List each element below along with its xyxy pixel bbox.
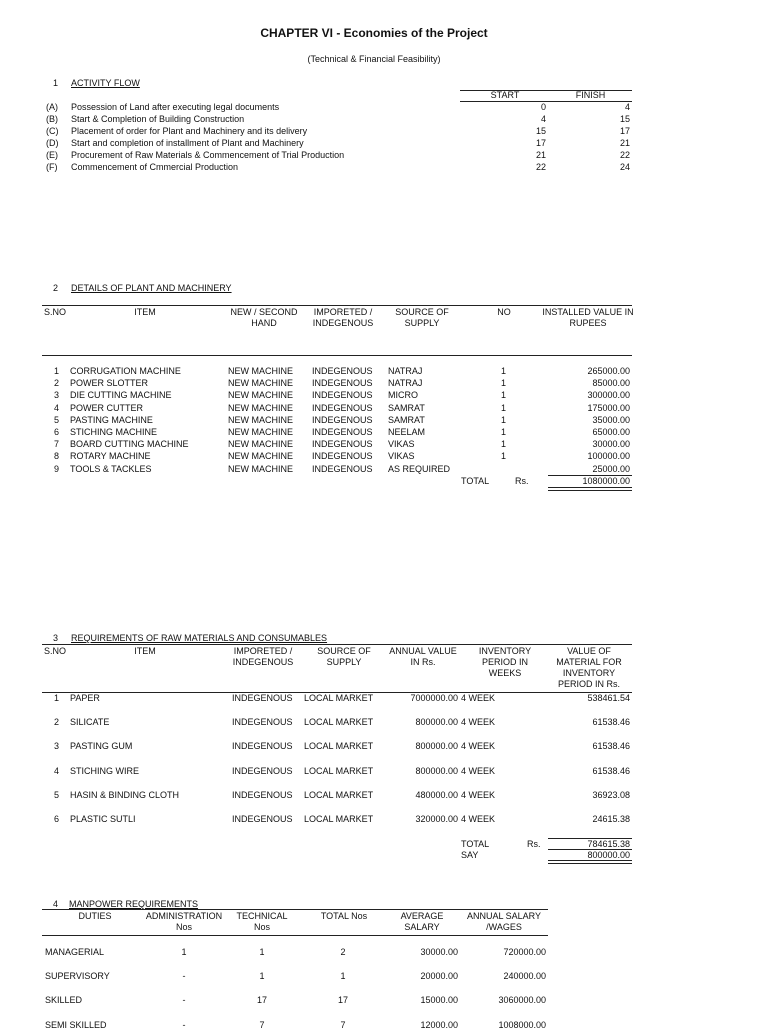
manpower-cell-annual: 3060000.00 xyxy=(498,995,546,1006)
raw-cell-inv: 4 WEEK xyxy=(461,741,496,752)
plant-cell-val: 300000.00 xyxy=(587,390,630,401)
plant-header-installed-value: INSTALLED VALUE IN RUPEES xyxy=(542,307,634,328)
activity-cell-finish: 21 xyxy=(619,138,630,148)
plant-total-double-rule xyxy=(548,487,632,491)
activity-cell-start: 4 xyxy=(540,114,546,124)
plant-header-imported: IMPORETED / INDEGENOUS xyxy=(312,307,374,328)
plant-cell-item: BOARD CUTTING MACHINE xyxy=(70,439,189,450)
page-subtitle: (Technical & Financial Feasibility) xyxy=(307,54,441,64)
manpower-cell-annual: 240000.00 xyxy=(503,971,546,982)
raw-cell-inv: 4 WEEK xyxy=(461,693,496,703)
raw-cell-annual: 7000000.00 xyxy=(410,693,458,703)
activity-section-heading: ACTIVITY FLOW xyxy=(71,78,140,88)
plant-cell-sno: 2 xyxy=(53,378,59,389)
plant-section-heading: DETAILS OF PLANT AND MACHINERY xyxy=(71,283,232,293)
raw-cell-imp: INDEGENOUS xyxy=(232,789,293,800)
raw-say-value: 800000.00 xyxy=(587,850,630,860)
plant-cell-imp: INDEGENOUS xyxy=(312,427,373,437)
raw-row xyxy=(0,790,768,802)
plant-cell-item: POWER SLOTTER xyxy=(70,378,149,389)
activity-cell-finish: 24 xyxy=(619,162,630,172)
manpower-row xyxy=(0,947,768,959)
plant-cell-sno: 7 xyxy=(53,439,59,450)
plant-cell-imp: INDEGENOUS xyxy=(312,439,373,450)
raw-header-source: SOURCE OF SUPPLY xyxy=(317,646,371,667)
plant-cell-sno: 6 xyxy=(53,427,59,437)
activity-cell-desc: Possession of Land after executing legal documents xyxy=(71,102,280,112)
activity-cell-finish: 4 xyxy=(624,102,630,112)
plant-cell-new: NEW MACHINE xyxy=(228,402,293,413)
raw-cell-item: PASTING GUM xyxy=(70,741,133,752)
manpower-cell-duties: MANAGERIAL xyxy=(45,947,105,957)
manpower-cell-duties: SEMI SKILLED xyxy=(45,1019,107,1030)
manpower-header-technical: TECHNICAL Nos xyxy=(236,911,288,932)
activity-cell-desc: Start and completion of installment of Plant and Machinery xyxy=(71,138,304,148)
manpower-cell-admin: - xyxy=(182,995,186,1006)
page-title: CHAPTER VI - Economies of the Project xyxy=(260,26,488,40)
manpower-cell-admin: - xyxy=(182,971,186,982)
raw-cell-sno: 5 xyxy=(53,789,59,800)
plant-cell-imp: INDEGENOUS xyxy=(312,402,373,413)
plant-cell-item: STICHING MACHINE xyxy=(70,427,158,437)
activity-cell-finish: 15 xyxy=(619,114,630,124)
raw-say-double-rule xyxy=(548,860,632,864)
raw-header-inventory: INVENTORY PERIOD IN WEEKS xyxy=(478,646,532,678)
manpower-section-heading: MANPOWER REQUIREMENTS xyxy=(69,899,199,909)
activity-col-finish: FINISH xyxy=(575,90,606,100)
raw-cell-val: 61538.46 xyxy=(592,765,630,776)
plant-row xyxy=(0,390,768,402)
manpower-header-duties: DUTIES xyxy=(78,911,112,921)
raw-total-value: 784615.38 xyxy=(587,839,630,849)
plant-cell-item: TOOLS & TACKLES xyxy=(70,463,152,474)
activity-cell-desc: Procurement of Raw Materials & Commencement of Trial Production xyxy=(71,150,345,160)
raw-cell-src: LOCAL MARKET xyxy=(304,717,374,728)
raw-row xyxy=(0,693,768,705)
plant-cell-no: 1 xyxy=(500,439,506,450)
plant-cell-item: PASTING MACHINE xyxy=(70,414,153,425)
raw-cell-imp: INDEGENOUS xyxy=(232,741,293,752)
plant-cell-sno: 8 xyxy=(53,451,59,462)
plant-cell-val: 35000.00 xyxy=(592,414,630,425)
raw-cell-src: LOCAL MARKET xyxy=(304,741,374,752)
raw-row xyxy=(0,766,768,778)
plant-total-label: TOTAL xyxy=(461,476,490,486)
plant-cell-item: ROTARY MACHINE xyxy=(70,451,151,462)
activity-cell-finish: 22 xyxy=(619,150,630,160)
activity-cell-start: 22 xyxy=(535,162,546,172)
plant-cell-src: NATRAJ xyxy=(388,378,423,389)
plant-cell-sno: 3 xyxy=(53,390,59,401)
raw-cell-imp: INDEGENOUS xyxy=(232,814,293,824)
raw-cell-val: 61538.46 xyxy=(592,741,630,752)
activity-cell-code: (C) xyxy=(46,126,59,136)
plant-cell-imp: INDEGENOUS xyxy=(312,366,373,376)
raw-cell-src: LOCAL MARKET xyxy=(304,789,374,800)
plant-cell-no: 1 xyxy=(500,414,506,425)
plant-cell-val: 65000.00 xyxy=(592,427,630,437)
manpower-cell-avg: 12000.00 xyxy=(420,1019,458,1030)
raw-cell-val: 61538.46 xyxy=(592,717,630,728)
activity-cell-desc: Placement of order for Plant and Machinery and its delivery xyxy=(71,126,308,136)
raw-cell-sno: 1 xyxy=(53,693,59,703)
manpower-header-rule-top xyxy=(42,909,548,910)
manpower-cell-total: 7 xyxy=(340,1019,346,1030)
plant-cell-val: 25000.00 xyxy=(592,463,630,474)
raw-cell-sno: 2 xyxy=(53,717,59,728)
activity-cell-code: (E) xyxy=(46,150,58,160)
plant-header-no: NO xyxy=(497,307,511,317)
plant-cell-new: NEW MACHINE xyxy=(228,414,293,425)
plant-cell-src: VIKAS xyxy=(388,439,415,450)
plant-cell-new: NEW MACHINE xyxy=(228,439,293,450)
activity-cell-code: (B) xyxy=(46,114,58,124)
plant-cell-new: NEW MACHINE xyxy=(228,366,293,376)
raw-cell-inv: 4 WEEK xyxy=(461,765,496,776)
raw-cell-item: STICHING WIRE xyxy=(70,765,139,776)
raw-cell-item: PAPER xyxy=(70,693,100,703)
raw-cell-val: 538461.54 xyxy=(587,693,630,703)
activity-row xyxy=(0,126,768,138)
plant-cell-new: NEW MACHINE xyxy=(228,427,293,437)
raw-cell-val: 24615.38 xyxy=(592,814,630,824)
plant-cell-no: 1 xyxy=(500,427,506,437)
plant-cell-src: AS REQUIRED xyxy=(388,463,451,474)
manpower-cell-avg: 20000.00 xyxy=(420,971,458,982)
plant-cell-imp: INDEGENOUS xyxy=(312,414,373,425)
manpower-cell-total: 1 xyxy=(340,971,346,982)
activity-cell-desc: Commencement of Cmmercial Production xyxy=(71,162,239,172)
raw-cell-inv: 4 WEEK xyxy=(461,717,496,728)
raw-section-heading: REQUIREMENTS OF RAW MATERIALS AND CONSUMABLES xyxy=(71,633,328,643)
raw-row xyxy=(0,814,768,826)
raw-header-value: VALUE OF MATERIAL FOR INVENTORY PERIOD IN Rs. xyxy=(556,646,622,689)
plant-cell-new: NEW MACHINE xyxy=(228,451,293,462)
manpower-cell-duties: SUPERVISORY xyxy=(45,971,110,982)
manpower-section-number: 4 xyxy=(53,899,59,909)
activity-section-number: 1 xyxy=(53,78,59,88)
raw-cell-sno: 6 xyxy=(53,814,59,824)
plant-cell-new: NEW MACHINE xyxy=(228,390,293,401)
activity-cell-code: (F) xyxy=(46,162,58,172)
plant-row xyxy=(0,378,768,390)
plant-cell-val: 85000.00 xyxy=(592,378,630,389)
activity-row xyxy=(0,114,768,126)
raw-header-sno: S.NO xyxy=(44,646,67,656)
manpower-cell-annual: 1008000.00 xyxy=(498,1019,546,1030)
plant-cell-item: POWER CUTTER xyxy=(70,402,143,413)
manpower-header-average: AVERAGE SALARY xyxy=(400,911,444,932)
activity-row xyxy=(0,162,768,174)
raw-total-label: TOTAL xyxy=(461,839,490,849)
activity-cell-code: (A) xyxy=(46,102,58,112)
plant-cell-no: 1 xyxy=(500,451,506,462)
plant-header-sno: S.NO xyxy=(44,307,67,317)
plant-row xyxy=(0,427,768,439)
manpower-row xyxy=(0,971,768,983)
activity-cell-desc: Start & Completion of Building Construction xyxy=(71,114,245,124)
raw-say-label: SAY xyxy=(461,850,479,860)
plant-header-new-second: NEW / SECOND HAND xyxy=(230,307,298,328)
manpower-cell-admin: 1 xyxy=(181,947,187,957)
raw-section-number: 3 xyxy=(53,633,59,643)
activity-cell-start: 15 xyxy=(535,126,546,136)
raw-cell-annual: 320000.00 xyxy=(415,814,458,824)
raw-cell-src: LOCAL MARKET xyxy=(304,814,374,824)
manpower-cell-avg: 15000.00 xyxy=(420,995,458,1006)
raw-row xyxy=(0,717,768,729)
plant-cell-imp: INDEGENOUS xyxy=(312,463,373,474)
plant-cell-no: 1 xyxy=(500,402,506,413)
plant-cell-val: 265000.00 xyxy=(587,366,630,376)
plant-row xyxy=(0,439,768,451)
plant-cell-item: CORRUGATION MACHINE xyxy=(70,366,181,376)
manpower-cell-tech: 1 xyxy=(259,947,265,957)
raw-cell-imp: INDEGENOUS xyxy=(232,693,293,703)
manpower-header-annual: ANNUAL SALARY /WAGES xyxy=(466,911,542,932)
manpower-cell-avg: 30000.00 xyxy=(420,947,458,957)
manpower-row xyxy=(0,995,768,1007)
raw-total-unit: Rs. xyxy=(527,839,541,849)
plant-header-item: ITEM xyxy=(134,307,156,317)
raw-cell-sno: 3 xyxy=(53,741,59,752)
plant-cell-no: 1 xyxy=(500,390,506,401)
plant-cell-src: VIKAS xyxy=(388,451,415,462)
plant-row xyxy=(0,415,768,427)
plant-cell-val: 175000.00 xyxy=(587,402,630,413)
raw-cell-annual: 800000.00 xyxy=(415,717,458,728)
raw-cell-item: PLASTIC SUTLI xyxy=(70,814,136,824)
plant-cell-src: MICRO xyxy=(388,390,418,401)
activity-col-start: START xyxy=(490,90,520,100)
plant-cell-no: 1 xyxy=(500,366,506,376)
activity-row xyxy=(0,138,768,150)
plant-total-value: 1080000.00 xyxy=(582,476,630,486)
raw-cell-src: LOCAL MARKET xyxy=(304,693,374,703)
plant-row xyxy=(0,366,768,378)
manpower-cell-annual: 720000.00 xyxy=(503,947,546,957)
raw-header-item: ITEM xyxy=(134,646,156,656)
activity-cell-start: 0 xyxy=(540,102,546,112)
raw-cell-item: HASIN & BINDING CLOTH xyxy=(70,789,180,800)
raw-cell-annual: 480000.00 xyxy=(415,789,458,800)
raw-cell-val: 36923.08 xyxy=(592,789,630,800)
raw-cell-annual: 800000.00 xyxy=(415,765,458,776)
plant-cell-val: 100000.00 xyxy=(587,451,630,462)
plant-cell-no: 1 xyxy=(500,378,506,389)
raw-cell-imp: INDEGENOUS xyxy=(232,765,293,776)
manpower-row xyxy=(0,1020,768,1032)
plant-cell-src: NATRAJ xyxy=(388,366,423,376)
plant-cell-item: DIE CUTTING MACHINE xyxy=(70,390,172,401)
plant-section-number: 2 xyxy=(53,283,59,293)
manpower-header-total: TOTAL Nos xyxy=(320,911,368,921)
activity-cell-code: (D) xyxy=(46,138,59,148)
raw-header-rule-top xyxy=(42,644,632,645)
plant-cell-sno: 4 xyxy=(53,402,59,413)
raw-header-imported: IMPORETED / INDEGENOUS xyxy=(232,646,294,667)
plant-cell-src: SAMRAT xyxy=(388,414,425,425)
plant-header-rule-top xyxy=(42,305,632,306)
manpower-cell-tech: 17 xyxy=(256,995,267,1006)
plant-row xyxy=(0,451,768,463)
raw-cell-inv: 4 WEEK xyxy=(461,789,496,800)
plant-cell-new: NEW MACHINE xyxy=(228,463,293,474)
raw-cell-imp: INDEGENOUS xyxy=(232,717,293,728)
raw-cell-inv: 4 WEEK xyxy=(461,814,496,824)
plant-cell-sno: 9 xyxy=(53,463,59,474)
plant-row xyxy=(0,464,768,476)
plant-cell-new: NEW MACHINE xyxy=(228,378,293,389)
manpower-cell-tech: 7 xyxy=(259,1019,265,1030)
activity-cell-finish: 17 xyxy=(619,126,630,136)
activity-cell-start: 21 xyxy=(535,150,546,160)
plant-cell-val: 30000.00 xyxy=(592,439,630,450)
raw-cell-sno: 4 xyxy=(53,765,59,776)
manpower-cell-tech: 1 xyxy=(259,971,265,982)
manpower-cell-admin: - xyxy=(182,1019,186,1030)
plant-cell-sno: 5 xyxy=(53,414,59,425)
raw-cell-annual: 800000.00 xyxy=(415,741,458,752)
raw-header-annual: ANNUAL VALUE IN Rs. xyxy=(389,646,457,667)
plant-row xyxy=(0,403,768,415)
manpower-cell-duties: SKILLED xyxy=(45,995,83,1006)
plant-total-unit: Rs. xyxy=(515,476,529,486)
plant-cell-src: NEELAM xyxy=(388,427,426,437)
raw-cell-item: SILICATE xyxy=(70,717,110,728)
plant-cell-imp: INDEGENOUS xyxy=(312,378,373,389)
activity-row xyxy=(0,150,768,162)
manpower-header-admin: ADMINISTRATION Nos xyxy=(145,911,223,932)
plant-cell-sno: 1 xyxy=(53,366,59,376)
manpower-header-rule-bottom xyxy=(42,935,548,936)
plant-header-rule-bottom xyxy=(42,355,632,356)
activity-row xyxy=(0,102,768,114)
manpower-cell-total: 17 xyxy=(337,995,348,1006)
plant-cell-imp: INDEGENOUS xyxy=(312,451,373,462)
raw-row xyxy=(0,741,768,753)
raw-cell-src: LOCAL MARKET xyxy=(304,765,374,776)
plant-cell-src: SAMRAT xyxy=(388,402,425,413)
plant-cell-imp: INDEGENOUS xyxy=(312,390,373,401)
plant-header-source: SOURCE OF SUPPLY xyxy=(395,307,449,328)
manpower-cell-total: 2 xyxy=(340,947,346,957)
activity-cell-start: 17 xyxy=(535,138,546,148)
